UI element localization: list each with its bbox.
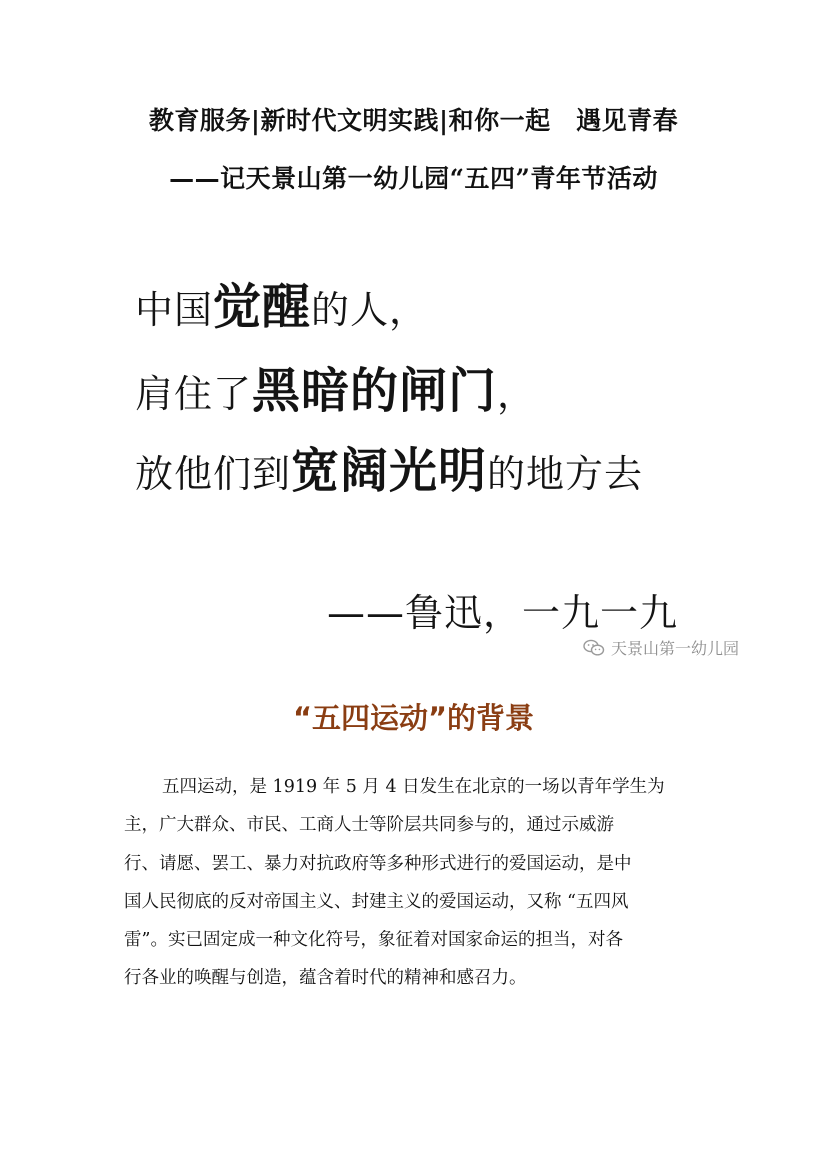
wechat-icon — [583, 639, 605, 657]
paragraph-line: 行、请愿、罢工、暴力对抗政府等多种形式进行的爱国运动，是中 — [124, 853, 632, 874]
quote-line-3-pre: 放他们到 — [135, 452, 292, 496]
quote-line-1-pre: 中国 — [135, 288, 214, 332]
quote-line-3-bold: 宽阔光明 — [291, 443, 488, 499]
quote-line-3 — [135, 432, 643, 501]
quote-line-2-bold: 黑暗的闸门 — [252, 363, 498, 419]
paragraph-line: 主，广大群众、市民、工商人士等阶层共同参与的，通过示威游 — [124, 815, 614, 836]
quote-line-2-pre: 肩住了 — [135, 372, 253, 416]
quote-line-2 — [135, 352, 536, 421]
quote-line-1 — [135, 268, 428, 337]
quote-line-1-bold: 觉醒 — [213, 279, 312, 335]
quote-line-3-post: 的地方去 — [487, 452, 644, 496]
paragraph-line: 国人民彻底的反对帝国主义、封建主义的爱国运动，又称 “五四风 — [124, 891, 629, 912]
paragraph-line: 五四运动，是 1919 年 5 月 4 日发生在北京的一场以青年学生为 — [162, 777, 665, 797]
quote-line-1-post: 的人， — [311, 288, 429, 332]
background-paragraph — [124, 768, 696, 998]
document-title: 教育服务|新时代文明实践|和你一起 遇见青春 — [148, 106, 679, 135]
watermark-text: 天景山第一幼儿园 — [611, 639, 740, 658]
quote-line-2-post: ， — [497, 372, 537, 416]
section-heading: “五四运动”的背景 — [292, 701, 535, 735]
image-watermark — [583, 636, 739, 659]
paragraph-line: 行各业的唤醒与创造，蕴含着时代的精神和感召力。 — [124, 968, 527, 989]
lu-xun-quote-image — [135, 246, 755, 666]
quote-attribution: ——鲁迅，一九一九 — [327, 591, 679, 635]
paragraph-line: 雷”。实已固定成一种文化符号，象征着对国家命运的担当，对各 — [124, 930, 623, 951]
document-subtitle: ——记天景山第一幼儿园“五四”青年节活动 — [169, 164, 658, 193]
